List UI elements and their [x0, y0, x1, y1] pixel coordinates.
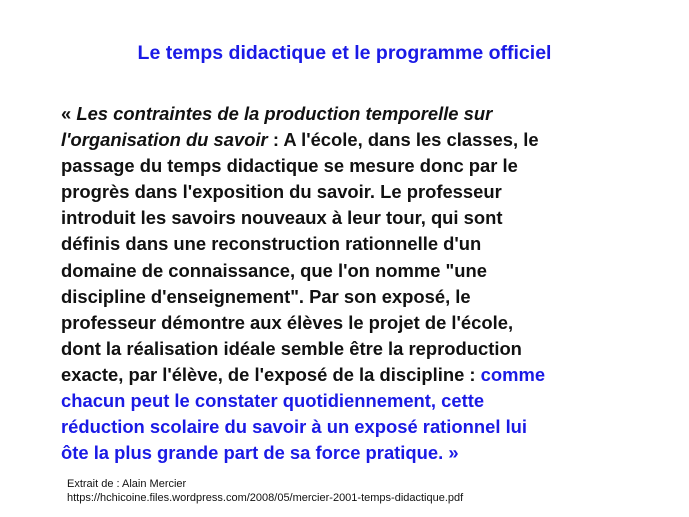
quote-line	[61, 258, 676, 284]
quote-text: discipline d'enseignement". Par son exposé, le	[61, 285, 471, 307]
quote-text: dont la réalisation idéale semble être la reproduction	[61, 337, 522, 359]
quote-line	[61, 414, 676, 440]
quote-line	[61, 284, 676, 310]
quote-highlight-text: réduction scolaire du savoir à un exposé rationnel lui	[61, 416, 528, 438]
slide-title: Le temps didactique et le programme officiel	[137, 42, 552, 64]
quote-text: domaine de connaissance, que l'on nomme "une	[61, 259, 487, 281]
quote-line	[61, 127, 676, 153]
quote-line	[61, 205, 676, 231]
quote-text: passage du temps didactique se mesure donc par le	[61, 155, 518, 177]
quote-highlight-text: comme	[480, 363, 546, 385]
quote-italic-text: Les contraintes de la production temporelle sur	[76, 103, 493, 124]
quote-text: exacte, par l'élève, de l'exposé de la discipline :	[61, 363, 481, 385]
quote-text: «	[61, 103, 77, 124]
quote-text: progrès dans l'exposition du savoir. Le professeur	[61, 181, 502, 203]
quote-line	[61, 310, 676, 336]
quote-line	[61, 153, 676, 179]
source-label: Extrait de : Alain Mercier	[67, 478, 187, 490]
quote-text: professeur démontre aux élèves le projet de l'école,	[61, 311, 514, 333]
quote-text: : A l'école, dans les classes, le	[267, 129, 539, 151]
source-url: https://hchicoine.files.wordpress.com/2008/05/mercier-2001-temps-didactique.pdf	[67, 492, 464, 504]
quote-line	[61, 101, 676, 127]
quote-line	[61, 440, 676, 466]
quote-line	[61, 231, 676, 257]
quote-text: définis dans une reconstruction rationnelle d'un	[61, 233, 482, 255]
quote-line	[61, 388, 676, 414]
quote-block	[61, 101, 676, 466]
quote-italic-text: l'organisation du savoir	[61, 129, 268, 151]
quote-highlight-text: chacun peut le constater quotidiennement, cette	[61, 390, 485, 412]
quote-line	[61, 362, 676, 388]
quote-highlight-text: ôte la plus grande part de sa force pratique. »	[61, 442, 459, 464]
quote-line	[61, 179, 676, 205]
quote-line	[61, 336, 676, 362]
source-citation	[67, 477, 463, 505]
quote-text: introduit les savoirs nouveaux à leur tour, qui sont	[61, 207, 503, 229]
